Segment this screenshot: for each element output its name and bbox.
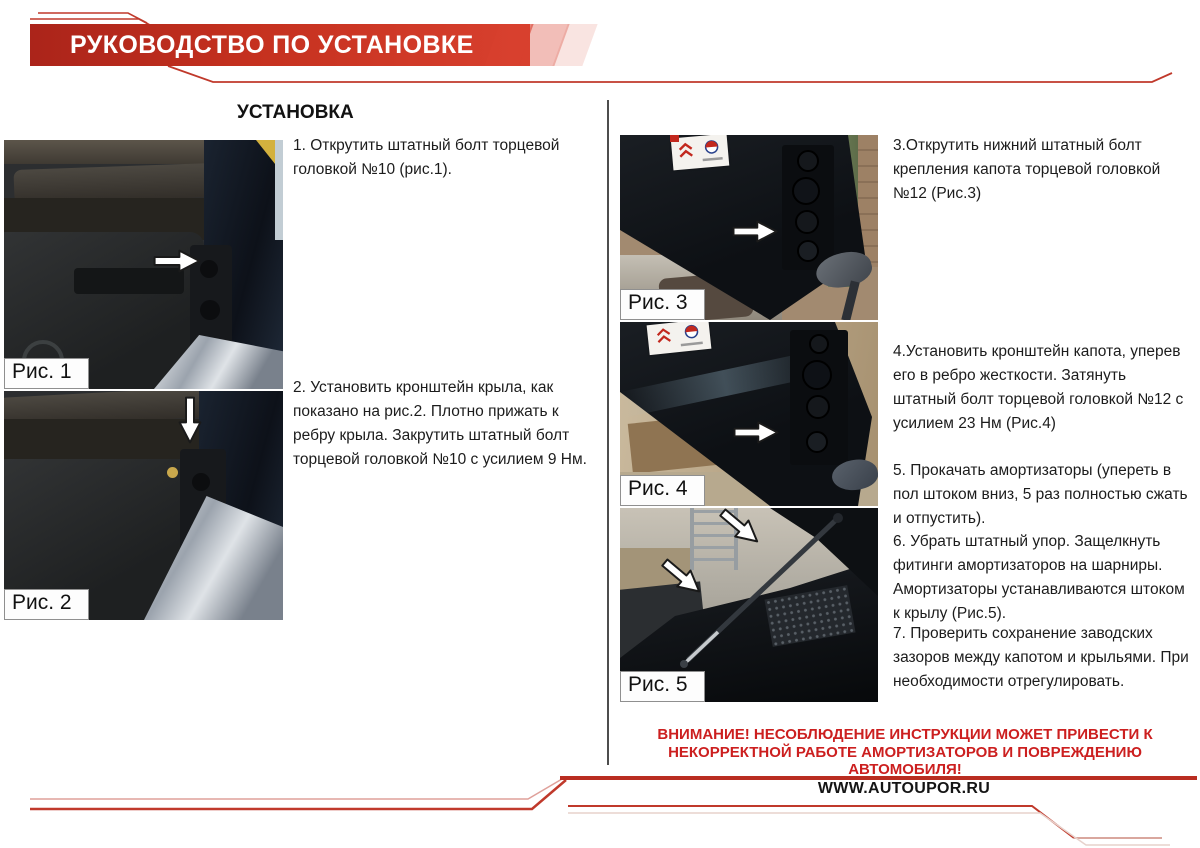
figure-4-photo xyxy=(620,322,878,506)
bolt-holes xyxy=(790,330,848,465)
white-arrow-down-icon xyxy=(177,396,203,444)
step-4-text: 4.Установить кронштейн капота, уперев его в ребро жесткости. Затянуть штатный болт торцевой головкой №12 с усилием 23 Нм (Рис.4) xyxy=(893,343,1184,432)
step-7-text: 7. Проверить сохранение заводских зазоров между капотом и крыльями. При необходимости отрегулировать. xyxy=(893,625,1189,690)
warning-line: АВТОМОБИЛЯ! xyxy=(848,761,962,778)
figure-label: Рис. 1 xyxy=(4,358,89,389)
white-arrow-right-icon xyxy=(733,420,779,445)
step-5-text: 5. Прокачать амортизаторы (упереть в пол штоком вниз, 5 раз полностью сжать и отпустить). xyxy=(893,462,1188,527)
figure-label: Рис. 5 xyxy=(620,671,705,702)
figure-label: Рис. 3 xyxy=(620,289,705,320)
step-6-text: 6. Убрать штатный упор. Защелкнуть фитинги амортизаторов на шарниры. Амортизаторы устанавливаются штоком к крылу (Рис.5). xyxy=(893,533,1185,622)
pale-background-sliver xyxy=(275,140,283,240)
figure-1-photo xyxy=(4,140,283,389)
bolt-holes xyxy=(782,145,834,270)
bolt-hole xyxy=(200,260,218,278)
title-banner xyxy=(30,24,530,66)
website-url: WWW.AUTOUPOR.RU xyxy=(817,780,991,797)
white-arrow-right-icon xyxy=(732,219,778,244)
figure-label: Рис. 4 xyxy=(620,475,705,506)
ball-stud xyxy=(167,467,178,478)
column-divider xyxy=(607,100,609,765)
figure-label: Рис. 2 xyxy=(4,589,89,620)
step-1-text: 1. Открутить штатный болт торцевой головкой №10 (рис.1). xyxy=(293,137,560,178)
step-3-text: 3.Открутить нижний штатный болт крепления капота торцевой головкой №12 (Рис.3) xyxy=(893,137,1161,202)
step-2-text: 2. Установить кронштейн крыла, как показано на рис.2. Плотно прижать к ребру крыла. Закрутить штатный болт торцевой головкой №10 с усилием 9 Нм. xyxy=(293,379,587,468)
warning-line: ВНИМАНИЕ! НЕСОБЛЮДЕНИЕ ИНСТРУКЦИИ МОЖЕТ ПРИВЕСТИ К xyxy=(657,726,1153,743)
page-title: РУКОВОДСТВО ПО УСТАНОВКЕ xyxy=(70,30,474,59)
figure-3-photo xyxy=(620,135,878,320)
bolt-hole xyxy=(192,473,210,491)
figure-5-photo xyxy=(620,508,878,702)
bolt-hole xyxy=(200,300,220,320)
section-title: УСТАНОВКА xyxy=(237,102,354,123)
citroen-sticker xyxy=(671,135,730,170)
figure-2-photo xyxy=(4,391,283,620)
white-arrow-right-icon xyxy=(153,248,201,274)
warning-line: НЕКОРРЕКТНОЙ РАБОТЕ АМОРТИЗАТОРОВ И ПОВРЕЖДЕНИЮ xyxy=(668,743,1142,761)
red-sticker-corner xyxy=(670,135,679,142)
